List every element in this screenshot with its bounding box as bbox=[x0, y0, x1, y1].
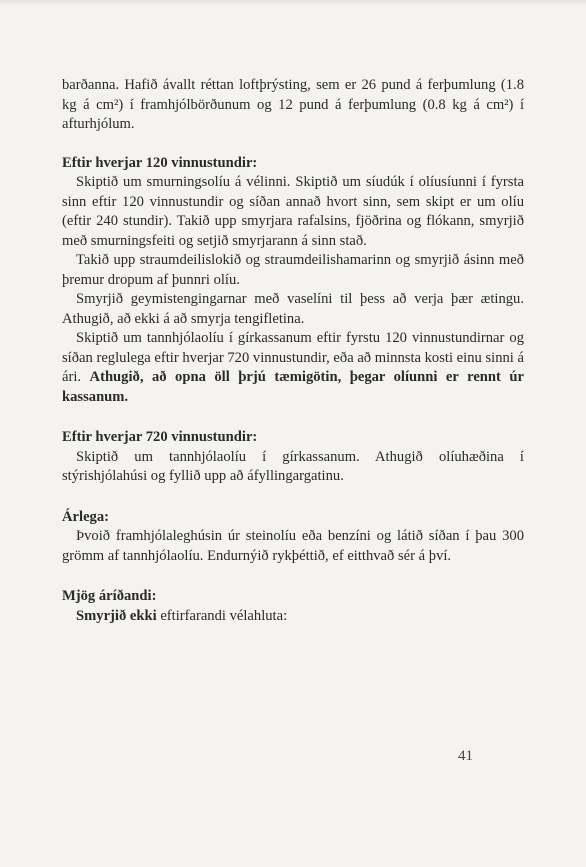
paragraph-yearly: Þvoið framhjólaleghúsin úr steinolíu eða benzíni og látið síðan í þau 300 grömm af tannhjólaolíu. Endurnýið rykþéttið, ef eitthvað sér á því. bbox=[62, 528, 524, 564]
heading-important: Mjög áríðandi: bbox=[62, 588, 157, 604]
heading-yearly: Árlega: bbox=[62, 508, 110, 525]
page-number: 41 bbox=[458, 748, 473, 764]
paragraph-720: Skiptið um tannhjólaolíu í gírkassanum. Athugið olíuhæðina í stýrishjólahúsi og fyllið upp að áfyllingargatinu. bbox=[62, 448, 524, 484]
heading-720-hours: Eftir hverjar 720 vinnustundir: bbox=[62, 429, 258, 445]
intro-paragraph: barðanna. Hafið ávallt réttan loftþrýsting, sem er 26 pund á ferþumlung (1.8 kg á cm²) í framhjólbörðunum og 12 pund á ferþumlung (0.8 kg á cm²) í afturhjólum. bbox=[62, 77, 524, 132]
page-top-edge bbox=[0, 0, 586, 6]
heading-120-hours: Eftir hverjar 120 vinnustundir: bbox=[62, 154, 258, 171]
important-text: eftirfarandi vélahluta: bbox=[156, 607, 288, 624]
gearbox-text: Skiptið um tannhjólaolíu í gírkassanum eftir fyrstu 120 vinnustundirnar og síðan reglulega eftir hverjar 720 vinnustundir, eða að minnsta kosti einu sinni á ári. bbox=[62, 330, 524, 385]
page-text bbox=[62, 76, 524, 626]
gearbox-warning: Athugið, að opna öll þrjú tæmigötin, þegar olíunni er rennt úr kassanum. bbox=[62, 369, 524, 405]
paragraph-120-distributor: Takið upp straumdeilislokið og straumdeilishamarinn og smyrjið ásinn með þremur dropum af þunnri olíu. bbox=[62, 252, 524, 288]
paragraph-120-battery: Smyrjið geymistengingarnar með vaselíni til þess að verja þær ætingu. Athugið, að ekki á að smyrja tengifletina. bbox=[62, 291, 524, 327]
paragraph-120-oil: Skiptið um smurningsolíu á vélinni. Skiptið um síudúk í olíusíunni í fyrsta sinn eftir 120 vinnustundir og síðan annað hvort sinn, sem skipt er um olíu (eftir 240 stundir). Takið upp smyrjara rafalsins, fjöðrina og flókann, smyrjið með smurningsfeiti og setjið smyrjarann á sinn stað. bbox=[62, 174, 524, 249]
paragraph-120-gearbox bbox=[62, 329, 524, 407]
important-bold: Smyrjið ekki bbox=[76, 607, 157, 624]
paragraph-important bbox=[62, 607, 524, 627]
